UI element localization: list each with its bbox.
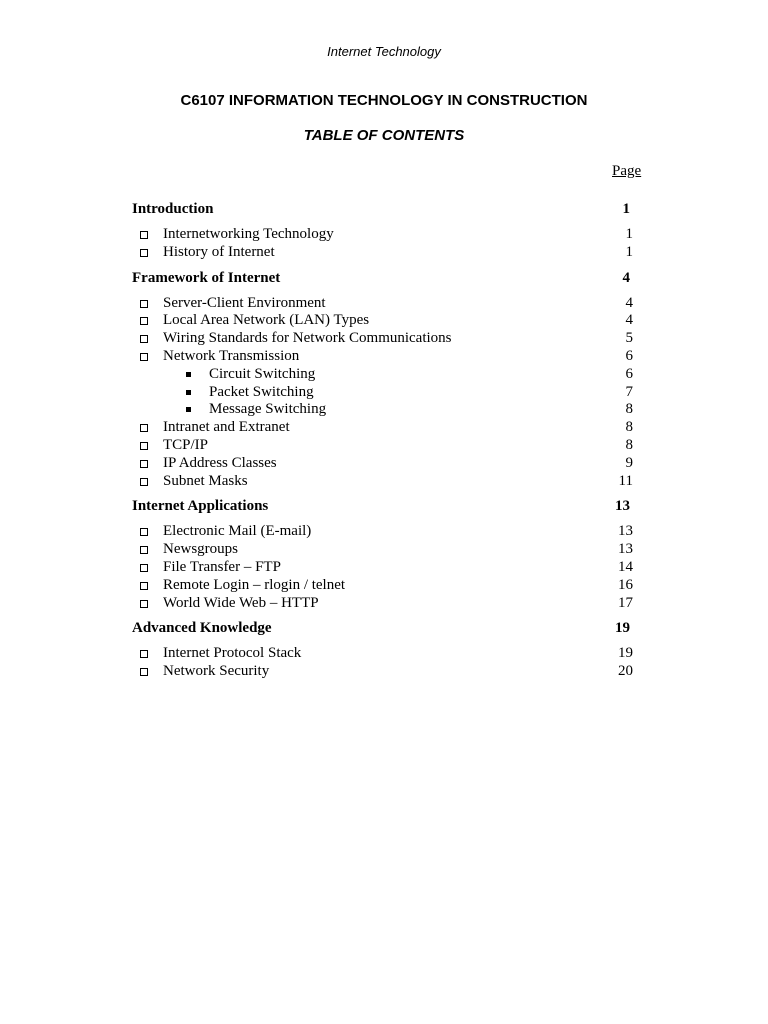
- toc-entry: [0, 295, 768, 313]
- entry-title: Network Security: [163, 663, 270, 680]
- entry-title: Newsgroups: [163, 541, 238, 558]
- toc-entry: [0, 437, 768, 455]
- toc-entry: [0, 348, 768, 366]
- entry-title: Internet Protocol Stack: [163, 645, 302, 662]
- toc-entry: [0, 663, 768, 681]
- entry-page-number: 16: [618, 576, 633, 593]
- entry-page-number: 8: [625, 419, 633, 436]
- entry-page-number: 4: [625, 294, 633, 311]
- section-title: Internet Applications: [132, 498, 269, 515]
- entry-page-number: 1: [625, 243, 633, 260]
- entry-page-number: 11: [618, 472, 633, 489]
- entry-page-number: 4: [625, 312, 633, 329]
- entry-title: Local Area Network (LAN) Types: [163, 312, 370, 329]
- entry-page-number: 5: [625, 330, 633, 347]
- entry-page-number: 7: [625, 383, 633, 400]
- filled-square-bullet-icon: [186, 372, 191, 377]
- hollow-square-bullet-icon: [140, 460, 148, 468]
- entry-title: Intranet and Extranet: [163, 419, 290, 436]
- entry-title: Subnet Masks: [163, 472, 248, 489]
- entry-title: Server-Client Environment: [163, 294, 326, 311]
- toc-entry: [0, 595, 768, 613]
- filled-square-bullet-icon: [186, 407, 191, 412]
- entry-title: Remote Login – rlogin / telnet: [163, 576, 346, 593]
- toc-entry: [0, 330, 768, 348]
- section-page-number: 19: [615, 620, 630, 637]
- toc-section: [0, 497, 768, 612]
- entry-page-number: 20: [618, 663, 633, 680]
- entry-title: History of Internet: [163, 243, 275, 260]
- entry-page-number: 19: [618, 645, 633, 662]
- toc-entry: [0, 312, 768, 330]
- hollow-square-bullet-icon: [140, 564, 148, 572]
- toc-entry: [0, 577, 768, 595]
- entry-title: World Wide Web – HTTP: [163, 594, 319, 611]
- section-heading: [0, 269, 768, 288]
- entry-page-number: 8: [625, 436, 633, 453]
- toc-subentry: [0, 366, 768, 384]
- entry-title: Circuit Switching: [209, 365, 316, 382]
- toc-entry: [0, 541, 768, 559]
- toc-section: [0, 200, 768, 262]
- document-title: C6107 INFORMATION TECHNOLOGY IN CONSTRUCTION: [180, 92, 588, 109]
- toc-section: [0, 619, 768, 681]
- hollow-square-bullet-icon: [140, 582, 148, 590]
- entry-title: Electronic Mail (E-mail): [163, 523, 312, 540]
- entry-title: Internetworking Technology: [163, 226, 334, 242]
- entry-page-number: 13: [618, 523, 633, 540]
- hollow-square-bullet-icon: [140, 650, 148, 658]
- entry-page-number: 9: [625, 454, 633, 471]
- section-page-number: 4: [622, 269, 630, 286]
- table-of-contents: [0, 200, 768, 688]
- section-heading: [0, 200, 768, 219]
- hollow-square-bullet-icon: [140, 300, 148, 308]
- entry-title: Packet Switching: [209, 383, 314, 400]
- hollow-square-bullet-icon: [140, 546, 148, 554]
- entry-page-number: 17: [618, 594, 633, 611]
- entry-page-number: 6: [625, 347, 633, 364]
- entry-page-number: 8: [625, 401, 633, 418]
- hollow-square-bullet-icon: [140, 424, 148, 432]
- entry-page-number: 1: [625, 226, 633, 242]
- toc-entry: [0, 473, 768, 491]
- section-heading: [0, 619, 768, 638]
- toc-entry: [0, 226, 768, 244]
- hollow-square-bullet-icon: [140, 600, 148, 608]
- entry-title: File Transfer – FTP: [163, 558, 281, 575]
- toc-section: [0, 269, 768, 491]
- hollow-square-bullet-icon: [140, 249, 148, 257]
- toc-entry: [0, 244, 768, 262]
- toc-entry: [0, 559, 768, 577]
- hollow-square-bullet-icon: [140, 317, 148, 325]
- hollow-square-bullet-icon: [140, 353, 148, 361]
- toc-entry: [0, 645, 768, 663]
- hollow-square-bullet-icon: [140, 335, 148, 343]
- page-column-label: Page: [612, 163, 642, 179]
- section-page-number: 13: [615, 498, 630, 515]
- toc-heading: TABLE OF CONTENTS: [303, 127, 465, 144]
- hollow-square-bullet-icon: [140, 442, 148, 450]
- hollow-square-bullet-icon: [140, 668, 148, 676]
- section-title: Introduction: [132, 201, 214, 217]
- entry-page-number: 6: [625, 365, 633, 382]
- entry-title: IP Address Classes: [163, 454, 277, 471]
- toc-entry: [0, 419, 768, 437]
- entry-title: Message Switching: [209, 401, 327, 418]
- toc-subentry: [0, 384, 768, 402]
- entry-page-number: 13: [618, 541, 633, 558]
- section-page-number: 1: [622, 201, 630, 217]
- entry-title: Wiring Standards for Network Communications: [163, 330, 452, 347]
- hollow-square-bullet-icon: [140, 231, 148, 239]
- toc-entry: [0, 523, 768, 541]
- entry-title: Network Transmission: [163, 347, 300, 364]
- section-title: Framework of Internet: [132, 269, 281, 286]
- filled-square-bullet-icon: [186, 390, 191, 395]
- toc-subentry: [0, 401, 768, 419]
- section-heading: [0, 497, 768, 516]
- hollow-square-bullet-icon: [140, 528, 148, 536]
- entry-page-number: 14: [618, 558, 633, 575]
- running-header: Internet Technology: [327, 44, 441, 59]
- hollow-square-bullet-icon: [140, 478, 148, 486]
- section-title: Advanced Knowledge: [132, 620, 272, 637]
- toc-entry: [0, 455, 768, 473]
- entry-title: TCP/IP: [163, 436, 209, 453]
